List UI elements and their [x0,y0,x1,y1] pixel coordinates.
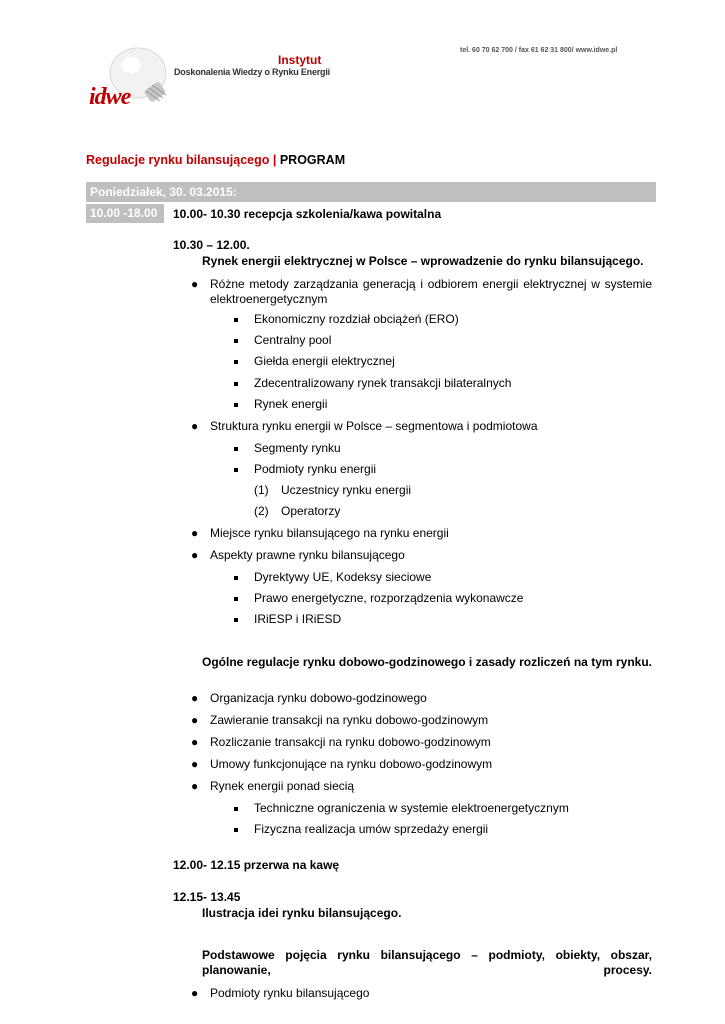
bullet-icon: ● [191,779,199,793]
bullet-icon: ● [191,548,199,562]
session-title: Rynek energii elektrycznej w Polsce – wprowadzenie do rynku bilansującego. [202,254,644,268]
coffee-break: 12.00- 12.15 przerwa na kawę [173,858,340,872]
list-item: Podmioty rynku energii [254,462,377,476]
list-item: Rozliczanie transakcji na rynku dobowo-godzinowym [210,735,491,749]
title-topic: Regulacje rynku bilansującego | [86,153,277,167]
logo-name-line1: Instytut [278,53,322,67]
square-bullet-icon [234,360,238,364]
square-bullet-icon [234,618,238,622]
section-heading: Podstawowe pojęcia rynku bilansującego – podmioty, obiekty, obszar, planowanie, procesy. [202,948,652,977]
square-bullet-icon [234,828,238,832]
document-title [86,153,345,167]
title-program: PROGRAM [276,153,346,167]
agenda-welcome: 10.00- 10.30 recepcja szkolenia/kawa powitalna [173,207,442,221]
square-bullet-icon [234,807,238,811]
bullet-icon: ● [191,713,199,727]
bullet-icon: ● [191,277,199,291]
list-item: IRiESP i IRiESD [254,612,342,626]
bullet-icon: ● [191,691,199,705]
list-item: Umowy funkcjonujące na rynku dobowo-godzinowym [210,757,493,771]
list-item: Giełda energii elektrycznej [254,354,395,368]
list-item: Rynek energii [254,397,328,411]
bullet-icon: ● [191,757,199,771]
square-bullet-icon [234,447,238,451]
list-item: Miejsce rynku bilansującego na rynku energii [210,526,449,540]
list-item: Struktura rynku energii w Polsce – segmentowa i podmiotowa [210,419,538,433]
bullet-icon: ● [191,419,199,433]
time-range: 10.00 -18.00 [86,204,164,223]
list-item: Ekonomiczny rozdział obciążeń (ERO) [254,312,459,326]
list-item: Zdecentralizowany rynek transakcji bilateralnych [254,376,512,390]
list-item: Uczestnicy rynku energii [281,483,412,497]
contact-info: tel. 60 70 62 700 / fax 61 62 31 800/ www.idwe.pl [460,47,618,54]
list-item: Rynek energii ponad siecią [210,779,355,793]
session-title: Ilustracja idei rynku bilansującego. [202,906,402,920]
list-item: Prawo energetyczne, rozporządzenia wykonawcze [254,591,524,605]
list-item: Operatorzy [281,504,341,518]
section-heading: Ogólne regulacje rynku dobowo-godzinowego i zasady rozliczeń na tym rynku. [202,655,652,669]
list-item: Techniczne ograniczenia w systemie elektroenergetycznym [254,801,569,815]
list-item: Segmenty rynku [254,441,341,455]
square-bullet-icon [234,382,238,386]
list-item: Aspekty prawne rynku bilansującego [210,548,405,562]
list-item: Centralny pool [254,333,332,347]
logo-mark: idwe [89,84,131,110]
bullet-icon: ● [191,526,199,540]
day-header: Poniedziałek, 30. 03.2015: [86,182,656,202]
list-item: Organizacja rynku dobowo-godzinowego [210,691,427,705]
square-bullet-icon [234,318,238,322]
list-number: (2) [254,504,269,518]
list-number: (1) [254,483,269,497]
list-item: Podmioty rynku bilansującego [210,986,370,1000]
list-item: Dyrektywy UE, Kodeksy sieciowe [254,570,432,584]
list-item: Fizyczna realizacja umów sprzedaży energii [254,822,489,836]
session-time: 12.15- 13.45 [173,890,241,904]
square-bullet-icon [234,468,238,472]
square-bullet-icon [234,339,238,343]
logo-name-line2: Doskonalenia Wiedzy o Rynku Energii [174,67,330,77]
square-bullet-icon [234,576,238,580]
square-bullet-icon [234,403,238,407]
list-item: Zawieranie transakcji na rynku dobowo-godzinowym [210,713,489,727]
square-bullet-icon [234,597,238,601]
bullet-icon: ● [191,735,199,749]
session-time: 10.30 – 12.00. [173,238,250,252]
bullet-icon: ● [191,986,199,1000]
list-item: Różne metody zarządzania generacją i odbiorem energii elektrycznej w systemie elektroenergetycznym [210,277,652,306]
